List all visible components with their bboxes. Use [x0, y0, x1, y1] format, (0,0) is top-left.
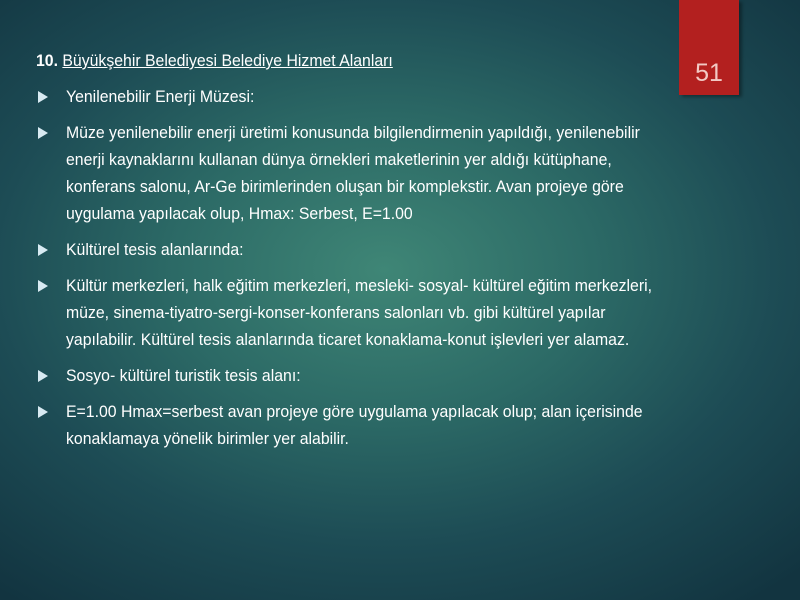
slide-content — [36, 49, 756, 461]
bullet-arrow-icon — [38, 244, 48, 256]
bullet-text — [66, 398, 756, 452]
bullet-item — [36, 119, 756, 227]
bullet-item — [36, 398, 756, 452]
bullet-text — [66, 236, 756, 263]
bullet-line: yapılabilir. Kültürel tesis alanlarında ticaret konaklama-konut işlevleri yer alamaz. — [66, 330, 630, 349]
section-heading — [36, 49, 706, 73]
slide-number: 51 — [695, 59, 723, 87]
bullet-arrow-icon — [38, 370, 48, 382]
bullet-line: Sosyo- kültürel turistik tesis alanı: — [66, 366, 301, 385]
bullet-line: enerji kaynaklarını kullanan dünya örnekleri maketlerinin yer aldığı kütüphane, — [66, 150, 612, 169]
bullet-item — [36, 272, 756, 353]
bullet-text — [66, 119, 756, 227]
bullet-line: müze, sinema-tiyatro-sergi-konser-konferans salonları vb. gibi kültürel yapılar — [66, 303, 606, 322]
bullet-text — [66, 272, 756, 353]
bullet-line: Müze yenilenebilir enerji üretimi konusunda bilgilendirmenin yapıldığı, yenilenebilir — [66, 123, 640, 142]
bullet-arrow-icon — [38, 91, 48, 103]
section-title: Büyükşehir Belediyesi Belediye Hizmet Alanları — [62, 51, 393, 70]
bullet-line: Kültürel tesis alanlarında: — [66, 240, 244, 259]
bullet-item — [36, 362, 756, 389]
bullet-arrow-icon — [38, 127, 48, 139]
bullet-line: E=1.00 Hmax=serbest avan projeye göre uygulama yapılacak olup; alan içerisinde — [66, 402, 643, 421]
bullet-line: konaklamaya yönelik birimler yer alabilir. — [66, 429, 349, 448]
bullet-item — [36, 236, 756, 263]
bullet-item — [36, 83, 756, 110]
bullet-arrow-icon — [38, 406, 48, 418]
bullet-arrow-icon — [38, 280, 48, 292]
bullet-text — [66, 362, 756, 389]
bullet-line: uygulama yapılacak olup, Hmax: Serbest, E=1.00 — [66, 204, 413, 223]
section-number: 10. — [36, 51, 58, 70]
bullet-line: konferans salonu, Ar-Ge birimlerinden oluşan bir komplekstir. Avan projeye göre — [66, 177, 624, 196]
bullet-text — [66, 83, 756, 110]
bullet-line: Kültür merkezleri, halk eğitim merkezleri, mesleki- sosyal- kültürel eğitim merkezleri, — [66, 276, 653, 295]
bullet-line: Yenilenebilir Enerji Müzesi: — [66, 87, 255, 106]
